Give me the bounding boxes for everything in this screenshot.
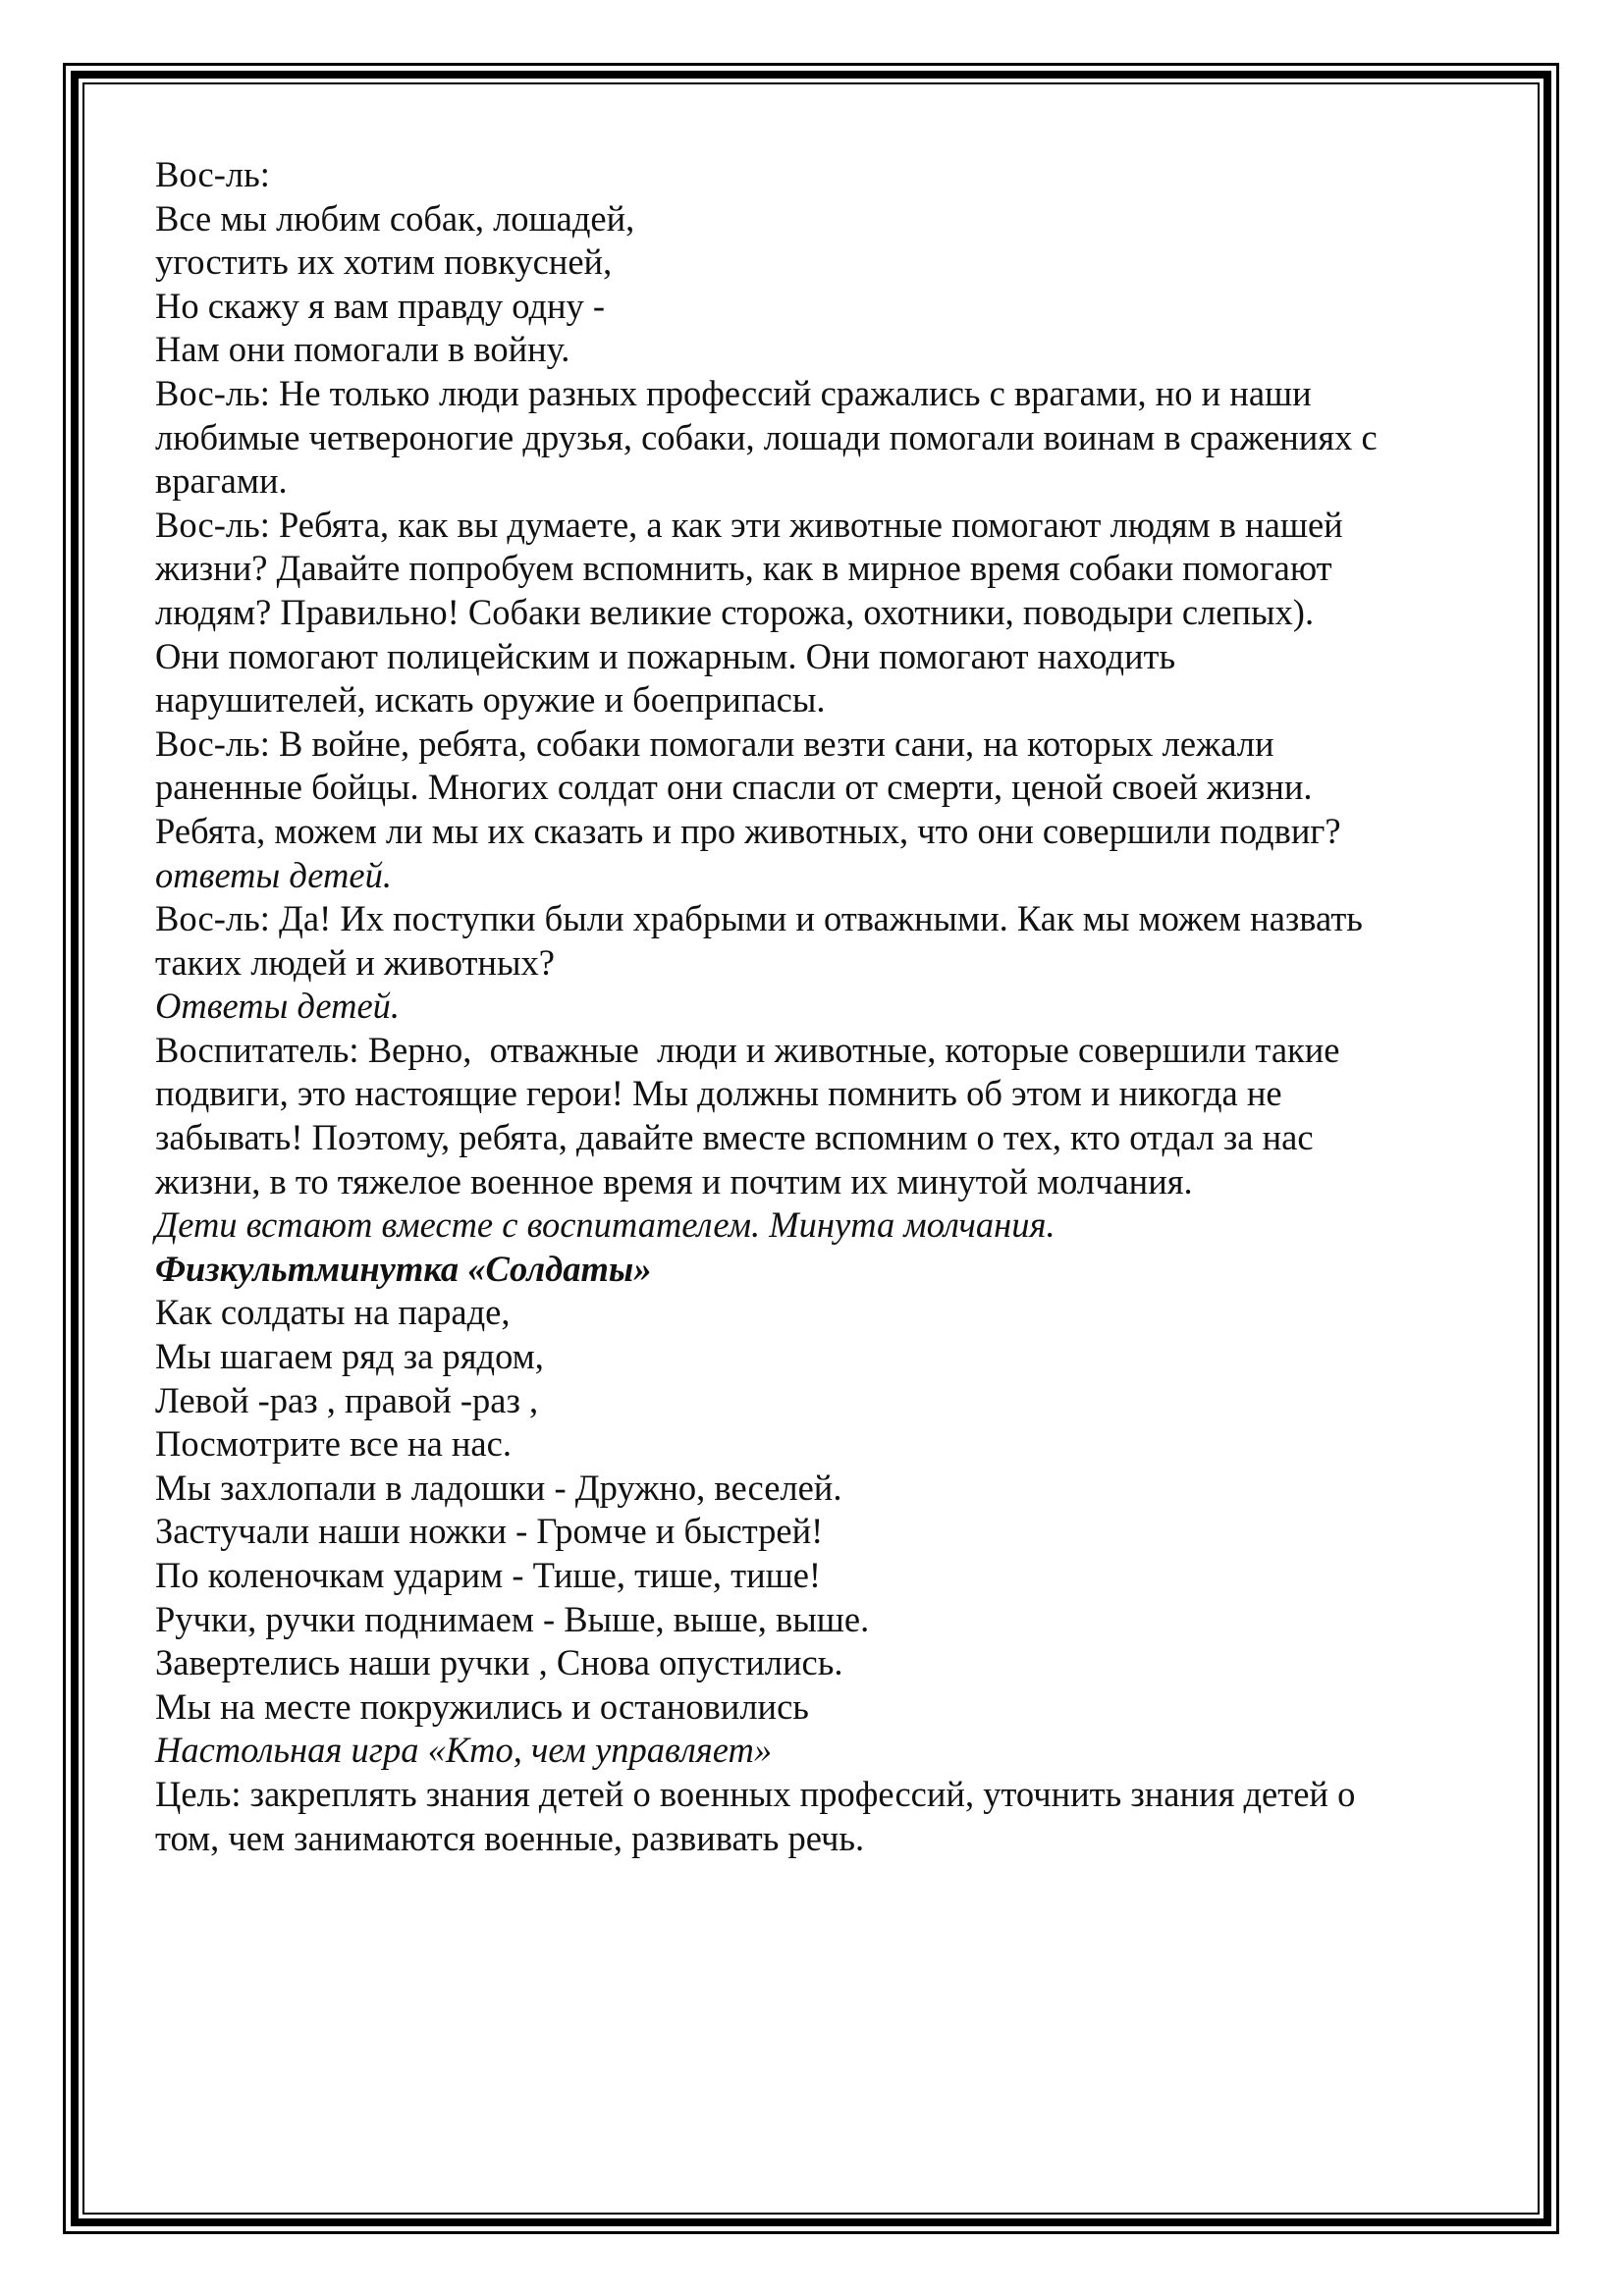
text-line: Ручки, ручки поднимаем - Выше, выше, выше.: [155, 1598, 870, 1639]
text-line: Посмотрите все на нас.: [155, 1423, 512, 1465]
text-line: Как солдаты на параде,: [155, 1292, 511, 1333]
text-line: том, чем занимаются военные, развивать речь.: [155, 1817, 865, 1858]
text-line: Воспитатель: Верно, отважные люди и животные, которые совершили такие: [155, 1029, 1340, 1070]
text-line: Ребята, можем ли мы их сказать и про животных, что они совершили подвиг?: [155, 810, 1341, 851]
text-line: Мы захлопали в ладошки - Дружно, веселей.: [155, 1467, 842, 1508]
text-line: Нам они помогали в войну.: [155, 329, 570, 370]
text-line: угостить их хотим повкусней,: [155, 241, 613, 283]
text-line: Вос-ль: Ребята, как вы думаете, а как эти животные помогают людям в нашей: [155, 504, 1343, 545]
stage-direction-line: Дети встают вместе с воспитателем. Минута молчания.: [155, 1204, 1056, 1246]
text-line: Все мы любим собак, лошадей,: [155, 197, 635, 239]
text-line: Мы шагаем ряд за рядом,: [155, 1336, 544, 1377]
text-line: Застучали наши ножки - Громче и быстрей!: [155, 1511, 824, 1552]
text-line: По коленочкам ударим - Тише, тише, тише!: [155, 1555, 822, 1595]
text-line: людям? Правильно! Собаки великие сторожа, охотники, поводыри слепых).: [155, 591, 1315, 632]
text-line: Левой -раз , правой -раз ,: [155, 1379, 539, 1420]
document-body: [155, 153, 1490, 1860]
text-line: забывать! Поэтому, ребята, давайте вместе вспомним о тех, кто отдал за нас: [155, 1117, 1314, 1158]
text-line: подвиги, это настоящие герои! Мы должны помнить об этом и никогда не: [155, 1073, 1282, 1114]
stage-direction-line: Ответы детей.: [155, 986, 401, 1027]
text-line: жизни, в то тяжелое военное время и почтим их минутой молчания.: [155, 1160, 1193, 1201]
text-line: жизни? Давайте попробуем вспомнить, как в мирное время собаки помогают: [155, 548, 1332, 589]
text-line: Вос-ль: В войне, ребята, собаки помогали везти сани, на которых лежали: [155, 722, 1274, 764]
text-line: Мы на месте покружились и остановились: [155, 1685, 809, 1727]
text-line: таких людей и животных?: [155, 941, 555, 983]
text-line: врагами.: [155, 460, 288, 502]
stage-direction-line: Настольная игра «Кто, чем управляет»: [155, 1730, 773, 1771]
section-heading: Физкультминутка «Солдаты»: [155, 1248, 652, 1289]
text-line: Вос-ль: Да! Их поступки были храбрыми и отважными. Как мы можем назвать: [155, 898, 1363, 939]
text-line: Вос-ль:: [155, 154, 270, 194]
text-line: любимые четвероногие друзья, собаки, лошади помогали воинам в сражениях с: [155, 416, 1378, 457]
stage-direction-line: ответы детей.: [155, 854, 392, 895]
text-line: Вос-ль: Не только люди разных профессий сражались с врагами, но и наши: [155, 372, 1312, 413]
text-line: Цель: закреплять знания детей о военных профессий, уточнить знания детей о: [155, 1773, 1356, 1814]
text-line: раненные бойцы. Многих солдат они спасли от смерти, ценой своей жизни.: [155, 767, 1313, 808]
text-line: Они помогают полицейским и пожарным. Они помогают находить: [155, 635, 1176, 676]
text-line: Завертелись наши ручки , Снова опустились.: [155, 1642, 843, 1683]
text-line: Но скажу я вам правду одну -: [155, 285, 606, 326]
text-line: нарушителей, искать оружие и боеприпасы.: [155, 679, 826, 721]
